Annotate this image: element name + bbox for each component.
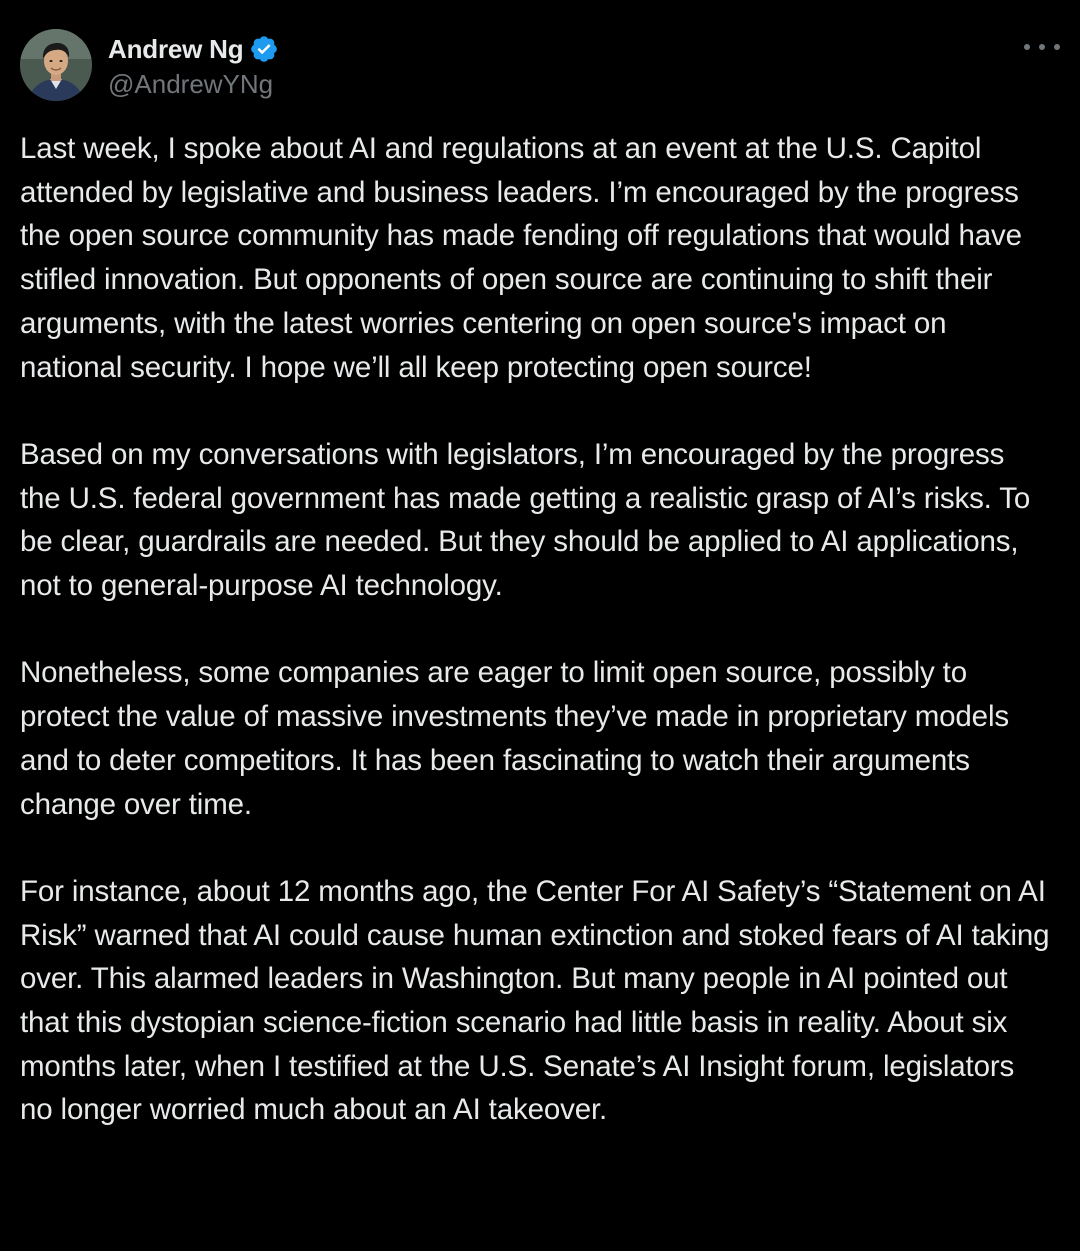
tweet-text [20,127,1052,1132]
tweet-paragraph: For instance, about 12 months ago, the Center For AI Safety’s “Statement on AI Risk” warned that AI could cause human extinction and stoked fears of AI taking over. This alarmed leaders in Washington. But many people in AI pointed out that this dystopian science-fiction scenario had little basis in reality. About six months later, when I testified at the U.S. Senate’s AI Insight forum, legislators no longer worried much about an AI takeover. [20,874,1050,1127]
name-row [108,31,279,67]
tweet-paragraph: Nonetheless, some companies are eager to limit open source, possibly to protect the value of massive investments they’ve made in proprietary models and to deter competitors. It has been fascinating to watch their arguments change over time. [20,656,1009,821]
more-options-icon[interactable] [1024,35,1060,59]
tweet-paragraph: Based on my conversations with legislators, I’m encouraged by the progress the U.S. federal government has made getting a realistic grasp of AI’s risks. To be clear, guardrails are needed. But they should be applied to AI applications, not to general-purpose AI technology. [20,437,1031,603]
author-info [108,31,279,100]
tweet-paragraph: Last week, I spoke about AI and regulations at an event at the U.S. Capitol attended by legislative and business leaders. I’m encouraged by the progress the open source community has made fending off regulations that would have stifled innovation. But opponents of open source are continuing to shift their arguments, with the latest worries centering on open source's impact on national security. I hope we’ll all keep protecting open source! [20,132,1022,384]
avatar[interactable] [20,29,92,101]
author-display-name[interactable]: Andrew Ng [108,33,244,64]
more-dot [1054,44,1060,50]
verified-badge-icon[interactable] [249,34,279,64]
avatar-image [20,29,92,101]
author-handle[interactable]: @AndrewYNg [108,69,274,99]
tweet-header [20,29,1060,105]
more-dot [1024,44,1030,50]
more-dot [1039,44,1045,50]
